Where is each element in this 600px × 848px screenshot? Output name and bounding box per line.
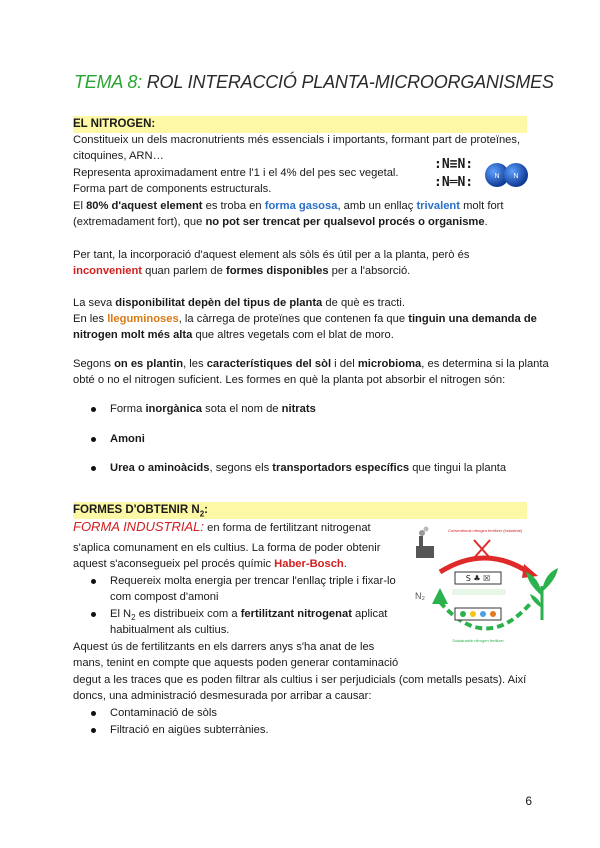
paragraph-line: FORMA INDUSTRIAL: en forma de fertilitzant nitrogenat	[73, 519, 371, 534]
paragraph-line: inconvenient quan parlem de formes disponibles per a l'absorció.	[73, 265, 411, 277]
paragraph-line: Representa aproximadament entre l'1 i el 4% del pes sec vegetal.	[73, 167, 399, 179]
list-item: Filtració en aigües subterrànies.	[110, 724, 269, 736]
list-item-cont: com compost d'amoni	[110, 591, 219, 603]
paragraph-line: En les lleguminoses, la càrrega de proteïnes que contenen fa que tinguin una demanda de	[73, 313, 537, 325]
paragraph-line: s'aplica comunament en els cultius. La forma de poder obtenir	[73, 542, 381, 554]
plant-icon	[526, 568, 558, 620]
paragraph-line: La seva disponibilitat depèn del tipus de planta de què es tracti.	[73, 297, 405, 309]
n2-formula-double: :N═N:	[434, 175, 474, 190]
n2-formula-triple: :N≡N:	[434, 157, 474, 172]
page-number: 6	[525, 794, 532, 808]
n2-molecule-icon	[482, 160, 532, 190]
paragraph-line: Segons on es plantin, les característiques del sòl i del microbioma, es determina si la planta	[73, 358, 549, 370]
page-title: TEMA 8: ROL INTERACCIÓ PLANTA-MICROORGANISMES	[74, 72, 554, 92]
bullet-dot	[91, 711, 96, 716]
svg-text:N: N	[494, 173, 500, 180]
paragraph-line: El 80% d'aquest element es troba en forma gasosa, amb un enllaç trivalent molt fort	[73, 200, 504, 212]
paragraph-line: (extremadament fort), que no pot ser trencat per qualsevol procés o organisme.	[73, 216, 488, 228]
bullet-dot	[91, 579, 96, 584]
paragraph-line: Forma part de components estructurals.	[73, 183, 272, 195]
section-heading-nitrogen: EL NITROGEN:	[73, 116, 527, 133]
bullet-dot	[91, 728, 96, 733]
paragraph-line: Constitueix un dels macronutrients més essencials i importants, formant part de proteïnes,	[73, 134, 521, 146]
paragraph-line: Per tant, la incorporació d'aquest element als sòls és útil per a la planta, però és	[73, 249, 470, 261]
paragraph-line: obté o no el nitrogen suficient. Les formes en què la planta pot absorbir el nitrogen són:	[73, 374, 506, 386]
paragraph-line: citoquines, ARN…	[73, 150, 164, 162]
bullet-dot	[91, 437, 96, 442]
paragraph-line: aquest s'aconsegueix pel procés químic Haber-Bosch.	[73, 558, 347, 570]
list-item: Contaminació de sòls	[110, 707, 217, 719]
red-arrow	[440, 558, 528, 572]
list-item: Requereix molta energia per trencar l'enllaç triple i fixar-lo	[110, 575, 396, 587]
bullet-dot	[91, 407, 96, 412]
factory-icon	[416, 527, 434, 559]
paragraph-line: mans, tenint en compte que aquests poden generar contaminació	[73, 657, 399, 669]
list-item-cont: habitualment als cultius.	[110, 624, 230, 636]
bottom-label: Sustainable nitrogen fertilizer	[452, 638, 504, 643]
bullet-dot	[91, 612, 96, 617]
fertilizer-cycle-diagram	[410, 524, 560, 674]
list-item: Amoni	[110, 433, 145, 445]
list-item: El $N_2$ es distribueix com a fertilitzant nitrogenat aplicat	[110, 608, 388, 623]
paragraph-line: Aquest ús de fertilitzants en els darrers anys s'ha anat de les	[73, 641, 375, 653]
section-heading-n2: FORMES D'OBTENIR $N_2$:	[73, 502, 527, 519]
paragraph-line: degut a les traces que es poden filtrar als cultius i ser perjudicials (com metalls pesats). Així	[73, 674, 527, 686]
list-item: Forma inorgànica sota el nom de nitrats	[110, 403, 316, 415]
list-item: Urea o aminoàcids, segons els transportadors específics que tingui la planta	[110, 462, 507, 474]
green-arrowhead	[432, 588, 448, 604]
svg-text:N: N	[513, 173, 519, 180]
paragraph-line: doncs, una administració desmesurada por arribar a causar:	[73, 690, 372, 702]
svg-text:S ♣ ☒: S ♣ ☒	[465, 574, 491, 583]
n2-label: N₂	[415, 591, 425, 601]
paragraph-line: nitrogen molt més alta que altres vegetals com el blat de moro.	[73, 329, 394, 341]
top-label: Conventional nitrogen fertilizer (industrial)	[448, 528, 522, 533]
bullet-dot	[91, 466, 96, 471]
